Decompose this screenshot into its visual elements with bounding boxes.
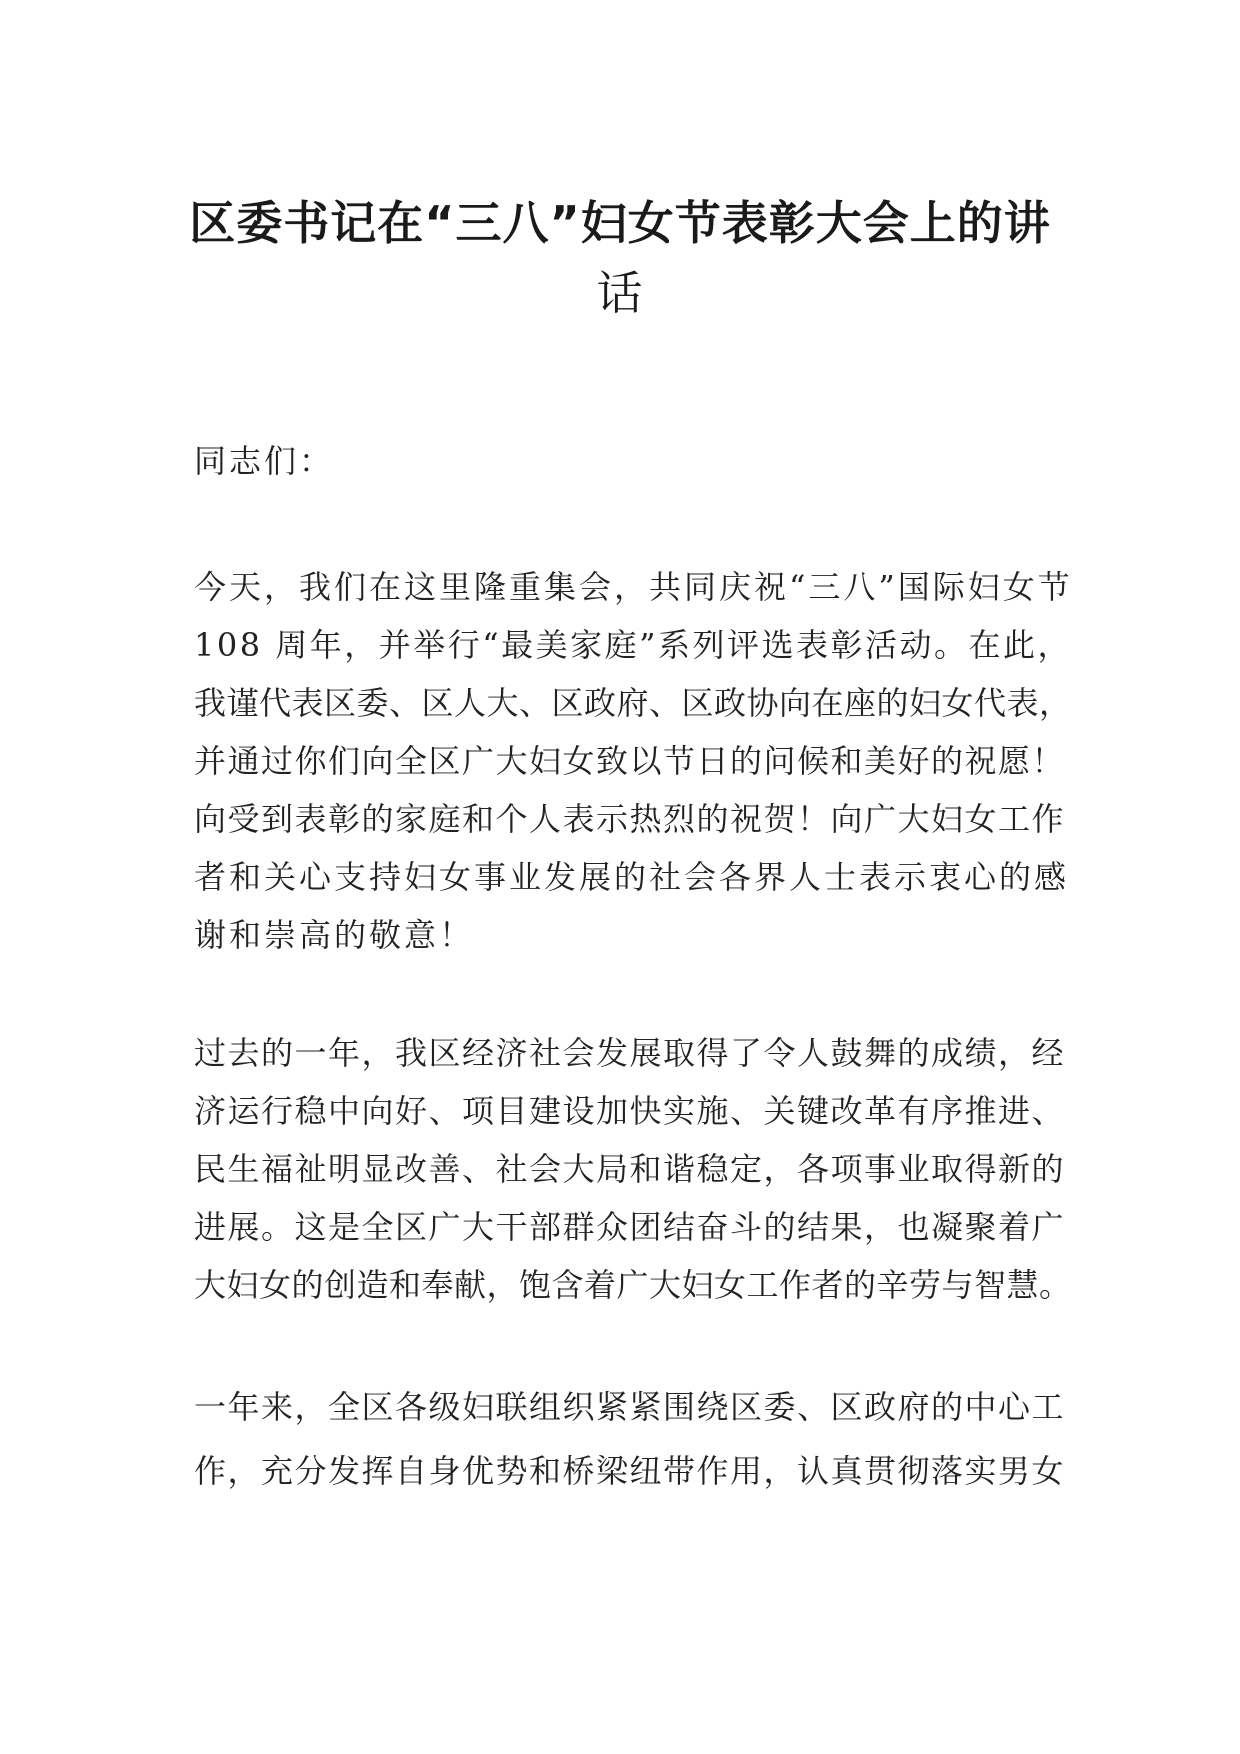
paragraph-line: 一年来，全区各级妇联组织紧紧围绕区委、区政府的中心工 — [194, 1388, 1066, 1426]
paragraph-line: 济运行稳中向好、项目建设加快实施、关键改革有序推进、 — [194, 1092, 1066, 1130]
paragraph-3 — [194, 1375, 1074, 1503]
paragraph-2 — [194, 1024, 1074, 1314]
salutation — [194, 432, 1074, 490]
title-line-2: 话 — [596, 266, 644, 320]
paragraph-line: 今天，我们在这里隆重集会，共同庆祝“三八”国际妇女节 — [194, 568, 1073, 606]
paragraph-line: 民生福祉明显改善、社会大局和谐稳定，各项事业取得新的 — [194, 1150, 1066, 1188]
paragraph-line: 谢和崇高的敬意！ — [194, 916, 475, 954]
paragraph-line: 108 周年，并举行“最美家庭”系列评选表彰活动。在此， — [194, 626, 1072, 664]
salutation-text: 同志们： — [194, 442, 335, 480]
paragraph-line: 并通过你们向全区广大妇女致以节日的问候和美好的祝愿！ — [194, 742, 1066, 780]
paragraph-1 — [194, 558, 1074, 964]
title-line-1: 区委书记在“三八”妇女节表彰大会上的讲 — [189, 196, 1051, 250]
paragraph-line: 我谨代表区委、区人大、区政府、区政协向在座的妇女代表， — [194, 684, 1072, 722]
paragraph-line: 大妇女的创造和奉献，饱含着广大妇女工作者的辛劳与智慧。 — [194, 1266, 1072, 1304]
paragraph-line: 向受到表彰的家庭和个人表示热烈的祝贺！向广大妇女工作 — [194, 800, 1066, 838]
paragraph-line: 进展。这是全区广大干部群众团结奋斗的结果，也凝聚着广 — [194, 1208, 1066, 1246]
paragraph-line: 者和关心支持妇女事业发展的社会各界人士表示衷心的感 — [194, 858, 1070, 896]
document-title — [0, 188, 1240, 328]
paragraph-line: 作，充分发挥自身优势和桥梁纽带作用，认真贯彻落实男女 — [194, 1452, 1066, 1490]
paragraph-line: 过去的一年，我区经济社会发展取得了令人鼓舞的成绩，经 — [194, 1034, 1066, 1072]
